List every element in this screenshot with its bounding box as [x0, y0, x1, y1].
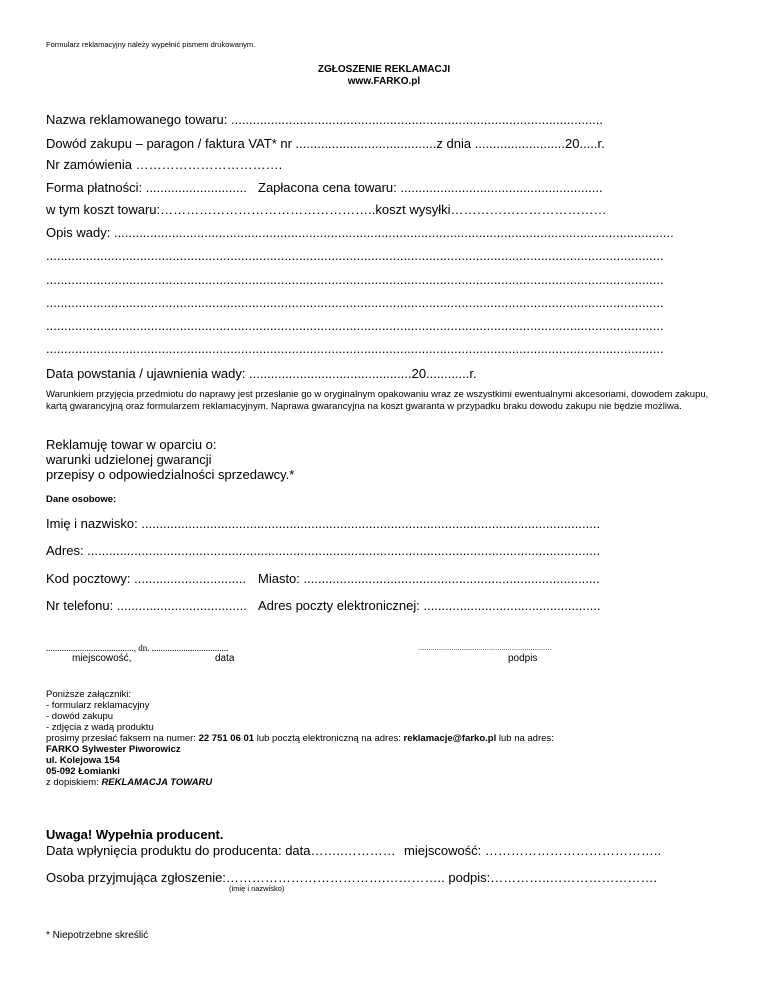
send-instructions — [46, 733, 554, 744]
form-site: www.FARKO.pl — [347, 76, 421, 87]
address-field[interactable]: Adres: .............................................................................................................................................. — [46, 543, 601, 558]
receipt-field[interactable]: Dowód zakupu – paragon / faktura VAT* nr .......................................z dnia .........................20.....r. — [46, 136, 605, 151]
date-label: data — [215, 653, 235, 664]
place-date-field[interactable]: ......................................., dn. .................................. — [46, 643, 229, 653]
receiving-person-hint: (imię i nazwisko) — [229, 884, 285, 893]
company-name: FARKO Sylwester Piworowicz — [46, 744, 181, 755]
remark-text: REKLAMACJA TOWARU — [101, 777, 213, 788]
email-field[interactable]: Adres poczty elektronicznej: ................................................. — [258, 598, 601, 613]
place-label: miejscowość, — [72, 653, 132, 664]
receiving-person-field[interactable]: Osoba przyjmująca zgłoszenie:……………………………….………….. podpis:…………..……………………. — [46, 870, 658, 885]
signature-field[interactable]: ................................................................ — [418, 643, 552, 652]
company-street: ul. Kolejowa 154 — [46, 755, 120, 766]
company-city: 05-092 Łomianki — [46, 766, 120, 777]
defect-line[interactable]: ........................................................................................................................................................................... — [46, 272, 664, 287]
remark-line — [46, 777, 212, 788]
postal-code-field[interactable]: Kod pocztowy: ............................... — [46, 571, 247, 586]
attachment-item: - dowód zakupu — [46, 711, 114, 722]
form-title: ZGŁOSZENIE REKLAMACJI — [317, 64, 451, 75]
defect-description-field[interactable]: Opis wady: ........................................................................................................................................................... — [46, 225, 674, 240]
email-address-link[interactable]: reklamacje@farko.pl — [403, 733, 497, 744]
producer-place-field[interactable]: miejscowość: ………………………………….. — [404, 843, 662, 858]
basis-option-liability[interactable]: przepisy o odpowiedzialności sprzedawcy.* — [46, 467, 295, 482]
defect-date-field[interactable]: Data powstania / ujawnienia wady: .............................................20............r. — [46, 366, 477, 381]
city-field[interactable]: Miasto: .................................................................................. — [258, 571, 600, 586]
product-name-field[interactable]: Nazwa reklamowanego towaru: ....................................................................................................... — [46, 112, 603, 127]
phone-field[interactable]: Nr telefonu: .................................... — [46, 598, 247, 613]
receipt-date-field[interactable]: Data wpłynięcia produktu do producenta: data……..………… — [46, 843, 396, 858]
defect-line[interactable]: ........................................................................................................................................................................... — [46, 248, 664, 263]
basis-option-warranty[interactable]: warunki udzielonej gwarancji — [46, 452, 212, 467]
personal-data-heading: Dane osobowe: — [46, 494, 117, 505]
form-note: Formularz reklamacyjny należy wypełnić pismem drukowanym. — [46, 40, 256, 49]
basis-intro: Reklamuję towar w oparciu o: — [46, 437, 217, 452]
send-post-text: lub na adres: — [496, 733, 554, 744]
send-mid-text: lub pocztą elektroniczną na adres: — [254, 733, 404, 744]
payment-method-field[interactable]: Forma płatności: ............................ — [46, 180, 247, 195]
defect-line[interactable]: ........................................................................................................................................................................... — [46, 341, 664, 356]
full-name-field[interactable]: Imię i nazwisko: ............................................................................................................................... — [46, 516, 601, 531]
conditions-paragraph: Warunkiem przyjęcia przedmiotu do naprawy jest przesłanie go w oryginalnym opakowaniu wraz ze wszystkimi ewentualnymi akcesoriami, dowodem zakupu, kartą gwarancyjną oraz formularzem reklamacyjnym. Naprawa gwarancyjna na koszt gwaranta w przypadku braku dowodu zakupu nie będzie możliwa. — [46, 389, 709, 412]
signature-label: podpis — [508, 653, 538, 664]
attachment-item: - zdjęcia z wadą produktu — [46, 722, 154, 733]
send-pre-text: prosimy przesłać faksem na numer: — [46, 733, 199, 744]
price-paid-field[interactable]: Zapłacona cena towaru: ........................................................ — [258, 180, 603, 195]
attachment-item: - formularz reklamacyjny — [46, 700, 150, 711]
defect-line[interactable]: ........................................................................................................................................................................... — [46, 318, 664, 333]
remark-pre-text: z dopiskiem: — [46, 777, 102, 788]
footnote: * Niepotrzebne skreślić — [46, 930, 149, 941]
defect-line[interactable]: ........................................................................................................................................................................... — [46, 295, 664, 310]
order-number-field[interactable]: Nr zamówienia ……………………………. — [46, 157, 283, 172]
attachments-heading: Poniższe załączniki: — [46, 689, 132, 700]
producer-heading: Uwaga! Wypełnia producent. — [46, 827, 224, 842]
cost-breakdown-field[interactable]: w tym koszt towaru:…………………………………………..koszt wysyłki……………………………… — [46, 202, 607, 217]
fax-number: 22 751 06 01 — [198, 733, 255, 744]
